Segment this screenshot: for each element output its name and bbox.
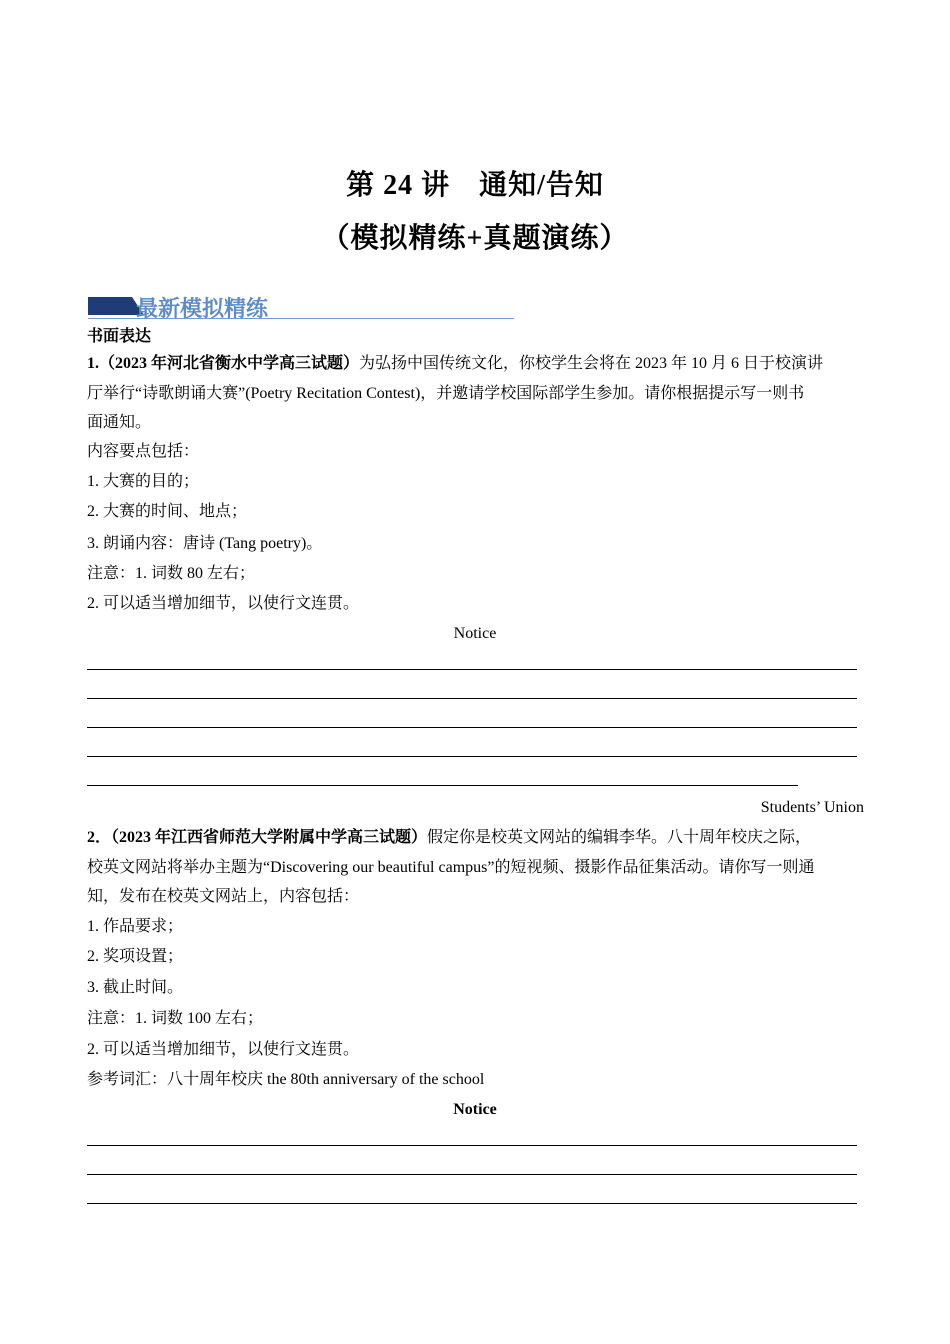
q2-text1: 假定你是校英文网站的编辑李华。八十周年校庆之际， bbox=[427, 829, 812, 846]
q1-points-intro: 内容要点包括： bbox=[87, 443, 200, 460]
q2-line2: 校英文网站将举办主题为“Discovering our beautiful campus”的短视频、摄影作品征集活动。请你写一则通 bbox=[87, 859, 815, 876]
q1-note: 2. 可以适当增加细节，以使行文连贯。 bbox=[87, 595, 360, 612]
q1-source: （2023 年河北省衡水中学高三试题） bbox=[99, 355, 360, 372]
q1-number: 1. bbox=[87, 355, 99, 372]
q2-vocab: 参考词汇：八十周年校庆 the 80th anniversary of the school bbox=[87, 1071, 485, 1088]
lesson-title: 第 24 讲 通知/告知 bbox=[346, 170, 604, 201]
banner-label: 最新模拟精练 bbox=[136, 297, 269, 322]
answer-line bbox=[87, 727, 857, 728]
q2-point: 1. 作品要求； bbox=[87, 918, 184, 935]
answer-line bbox=[87, 1145, 857, 1146]
q2-line1 bbox=[87, 828, 811, 848]
banner-underline bbox=[88, 318, 514, 319]
answer-line bbox=[87, 1174, 857, 1175]
q2-note: 注意：1. 词数 100 左右； bbox=[87, 1010, 264, 1027]
answer-line bbox=[87, 1203, 857, 1204]
answer-line bbox=[87, 785, 798, 786]
q2-source: （2023 年江西省师范大学附属中学高三试题） bbox=[111, 829, 428, 846]
answer-line bbox=[87, 669, 857, 670]
q1-line2: 厅举行“诗歌朗诵大赛”(Poetry Recitation Contest)，并邀请学校国际部学生参加。请你根据提示写一则书 bbox=[87, 385, 805, 402]
q2-number: 2． bbox=[87, 829, 112, 846]
q2-notice-heading: Notice bbox=[453, 1101, 497, 1118]
q2-note: 2. 可以适当增加细节，以使行文连贯。 bbox=[87, 1041, 360, 1058]
q1-line3: 面通知。 bbox=[87, 414, 152, 431]
q2-point: 3. 截止时间。 bbox=[87, 979, 184, 996]
q2-line3: 知，发布在校英文网站上，内容包括： bbox=[87, 888, 360, 905]
q1-point: 1. 大赛的目的； bbox=[87, 473, 200, 490]
q1-signature: Students’ Union bbox=[760, 799, 864, 816]
q1-line1 bbox=[87, 354, 823, 374]
q1-point: 2. 大赛的时间、地点； bbox=[87, 503, 248, 520]
q2-point: 2. 奖项设置； bbox=[87, 948, 184, 965]
q1-notice-heading: Notice bbox=[453, 625, 497, 642]
lesson-subtitle: （模拟精练+真题演练） bbox=[321, 223, 629, 254]
answer-line bbox=[87, 756, 857, 757]
section-label: 书面表达 bbox=[87, 328, 152, 345]
banner-bar bbox=[88, 297, 132, 315]
q1-point: 3. 朗诵内容：唐诗 (Tang poetry)。 bbox=[87, 535, 323, 552]
answer-line bbox=[87, 698, 857, 699]
q1-text1: 为弘扬中国传统文化，你校学生会将在 2023 年 10 月 6 日于校演讲 bbox=[359, 355, 824, 372]
section-banner bbox=[88, 292, 514, 320]
q1-note: 注意：1. 词数 80 左右； bbox=[87, 565, 256, 582]
